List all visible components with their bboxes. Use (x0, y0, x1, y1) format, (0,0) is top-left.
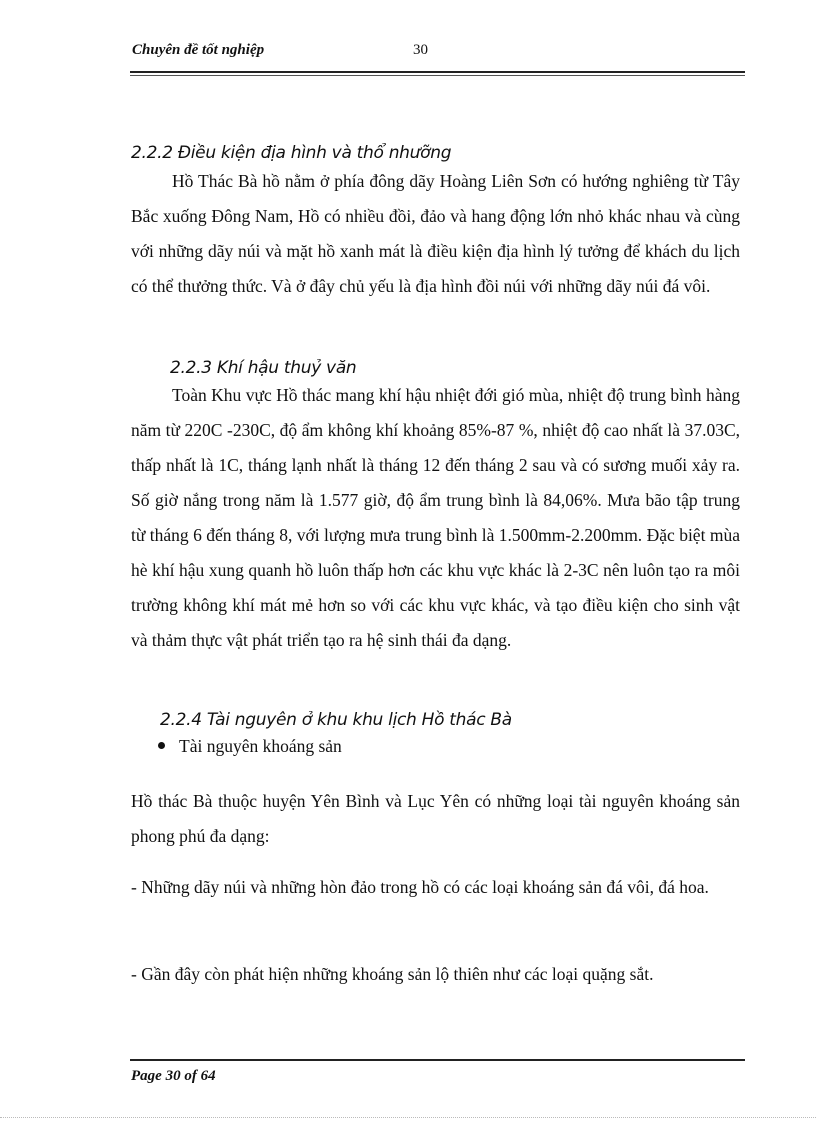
paragraph-climate: Toàn Khu vực Hồ thác mang khí hậu nhiệt đới gió mùa, nhiệt độ trung bình hàng năm từ 220C -230C, độ ẩm không khí khoảng 85%-87 %, nhiệt độ cao nhất là 37.03C, thấp nhất là 1C, tháng lạnh nhất là tháng 12 đến tháng 2 sau và có sương muối xảy ra. Số giờ nắng trong năm là 1.577 giờ, độ ẩm trung bình là 84,06%. Mưa bão tập trung từ tháng 6 đến tháng 8, với lượng mưa trung bình là 1.500mm-2.200mm. Đặc biệt mùa hè khí hậu xung quanh hồ luôn thấp hơn các khu vực khác là 2-3C nên luôn tạo ra môi trường không khí mát mẻ hơn so với các khu vực khác, và tạo điều kiện cho sinh vật và thảm thực vật phát triển tạo ra hệ sinh thái đa dạng. (131, 385, 740, 650)
bullet-icon (158, 742, 165, 749)
paragraph-terrain: Hồ Thác Bà hồ nằm ở phía đông dãy Hoàng Liên Sơn có hướng nghiêng từ Tây Bắc xuống Đông Nam, Hồ có nhiều đồi, đảo và hang động lớn nhỏ khác nhau và cùng với những dãy núi và mặt hồ xanh mát là điều kiện địa hình lý tưởng để khách du lịch có thể thưởng thức. Và ở đây chủ yếu là địa hình đồi núi với những dãy núi đá vôi. (131, 171, 740, 296)
section-heading-2-2-4: 2.2.4 Tài nguyên ở khu khu lịch Hồ thác Bà (160, 710, 512, 730)
paragraph-minerals-limestone: - Những dãy núi và những hòn đảo trong hồ có các loại khoáng sản đá vôi, đá hoa. (131, 877, 709, 897)
bullet-text: Tài nguyên khoáng sản (179, 736, 342, 756)
footer-page-label: Page 30 of 64 (131, 1068, 216, 1084)
header-rule-thin (130, 75, 745, 76)
header-page-number: 30 (413, 42, 428, 58)
section-heading-2-2-3: 2.2.3 Khí hậu thuỷ văn (170, 358, 357, 378)
bullet-item (158, 736, 342, 757)
paragraph-minerals-intro: Hồ thác Bà thuộc huyện Yên Bình và Lục Yên có những loại tài nguyên khoáng sản phong phú đa dạng: (131, 791, 740, 846)
header-title: Chuyên đề tốt nghiệp (132, 42, 265, 58)
paragraph-minerals-iron: - Gần đây còn phát hiện những khoáng sản lộ thiên như các loại quặng sắt. (131, 964, 654, 984)
section-heading-2-2-2: 2.2.2 Điều kiện địa hình và thổ nhưỡng (131, 143, 452, 163)
page-bottom-edge (0, 1117, 816, 1118)
footer-rule (130, 1059, 745, 1061)
header-rule-thick (130, 71, 745, 73)
